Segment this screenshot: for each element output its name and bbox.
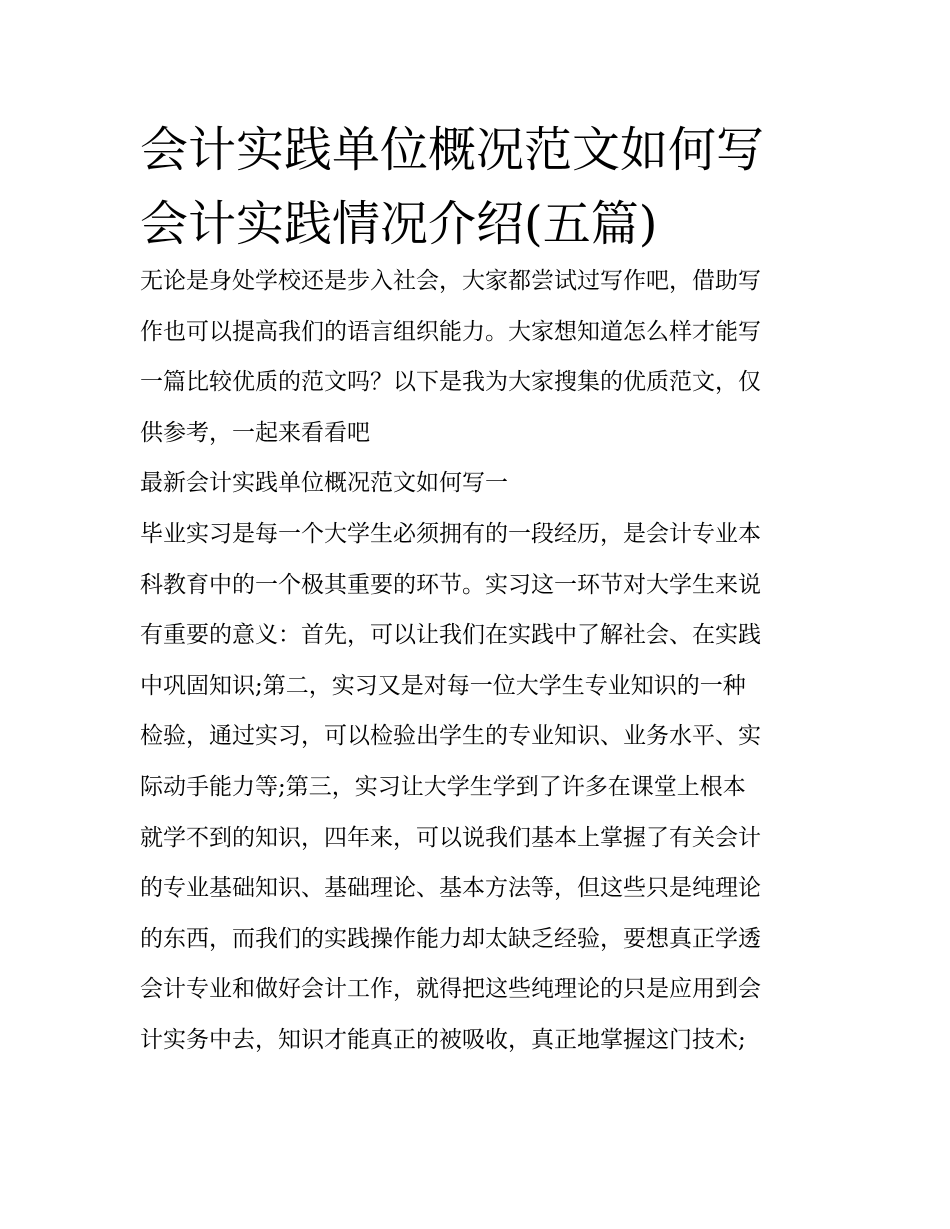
document-body [140, 256, 830, 1066]
section-heading: 最新会计实践单位概况范文如何写一 [140, 470, 508, 497]
paragraph-line: 毕业实习是每一个大学生必须拥有的一段经历，是会计专业本 [140, 520, 761, 547]
title-line-1: 会计实践单位概况范文如何写 [140, 122, 765, 178]
intro-line: 一篇比较优质的范文吗？以下是我为大家搜集的优质范文，仅 [140, 369, 761, 396]
paragraph-line: 的专业基础知识、基础理论、基本方法等，但这些只是纯理论 [140, 875, 761, 902]
intro-paragraph [140, 256, 830, 458]
paragraph-line: 就学不到的知识，四年来，可以说我们基本上掌握了有关会计 [140, 824, 761, 851]
paragraph-line: 会计专业和做好会计工作，就得把这些纯理论的只是应用到会 [140, 976, 761, 1003]
intro-line: 无论是身处学校还是步入社会，大家都尝试过写作吧，借助写 [140, 268, 761, 294]
paragraph-line: 的东西，而我们的实践操作能力却太缺乏经验，要想真正学透 [140, 925, 761, 952]
paragraph-line: 计实务中去，知识才能真正的被吸收，真正地掌握这门技术; [140, 1026, 746, 1053]
intro-line: 供参考，一起来看看吧 [140, 419, 370, 446]
document-title [140, 113, 830, 261]
body-paragraph [140, 509, 830, 1066]
title-line-2: 会计实践情况介绍(五篇) [140, 196, 658, 252]
intro-line: 作也可以提高我们的语言组织能力。大家想知道怎么样才能写 [140, 318, 761, 345]
paragraph-line: 检验，通过实习，可以检验出学生的专业知识、业务水平、实 [140, 723, 761, 750]
paragraph-line: 科教育中的一个极其重要的环节。实习这一环节对大学生来说 [140, 571, 761, 598]
paragraph-line: 有重要的意义：首先，可以让我们在实践中了解社会、在实践 [140, 622, 761, 649]
paragraph-line: 际动手能力等;第三，实习让大学生学到了许多在课堂上根本 [140, 773, 746, 800]
paragraph-line: 中巩固知识;第二，实习又是对每一位大学生专业知识的一种 [140, 672, 746, 699]
